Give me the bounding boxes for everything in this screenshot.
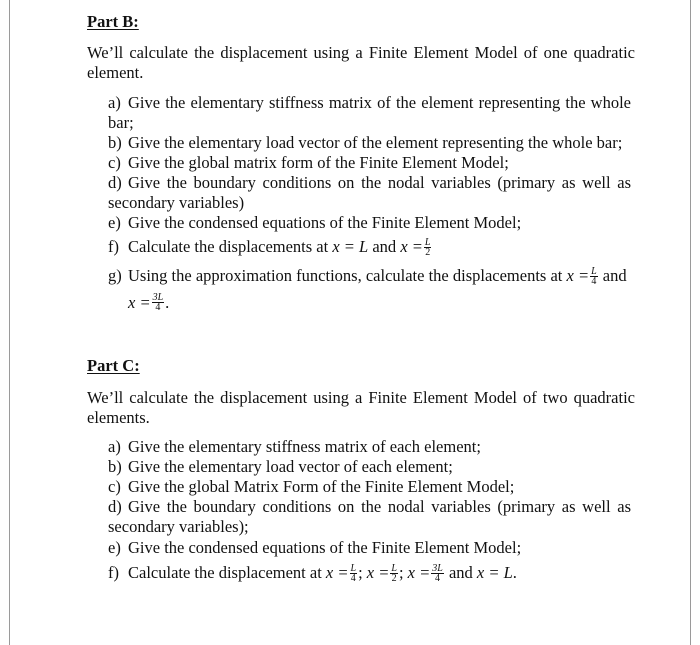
item-marker: e) <box>108 213 121 232</box>
part-c-item-b <box>108 457 631 477</box>
fraction-denominator: 4 <box>591 275 597 287</box>
item-marker: f) <box>108 237 119 256</box>
item-text: Give the elementary load vector of each element; <box>128 457 453 476</box>
left-border-line <box>9 0 10 645</box>
item-text: Give the condensed equations of the Finite Element Model; <box>128 213 522 232</box>
fraction-denominator: 4 <box>435 572 441 584</box>
separator: ; <box>358 563 363 582</box>
fraction <box>350 564 358 583</box>
fraction <box>390 564 398 583</box>
fraction-numerator: L <box>350 562 357 574</box>
right-border-line <box>690 0 691 645</box>
item-marker: g) <box>108 266 122 285</box>
part-b-intro: We’ll calculate the displacement using a Finite Element Model of one quadratic element. <box>87 43 635 82</box>
fraction-numerator: L <box>591 265 597 277</box>
equation: x = <box>400 237 423 256</box>
part-b-item-g <box>108 266 631 313</box>
item-marker: d) <box>108 173 122 192</box>
connector-text: and <box>602 266 627 285</box>
part-c-item-e <box>108 538 631 558</box>
part-c-item-a <box>108 437 631 457</box>
item-marker: a) <box>108 437 121 456</box>
item-text: Give the global matrix form of the Finite Element Model; <box>128 153 509 172</box>
part-c-item-c <box>108 477 631 497</box>
fraction-numerator: L <box>391 562 397 574</box>
part-b-item-d <box>108 173 631 213</box>
fraction-numerator: L <box>424 236 431 248</box>
part-c-item-f <box>108 563 631 584</box>
fraction-denominator: 2 <box>391 572 397 584</box>
equation: x = <box>566 266 590 285</box>
fraction-denominator: 2 <box>425 246 431 258</box>
item-marker: d) <box>108 497 122 516</box>
separator: ; <box>398 563 404 582</box>
part-c-heading: Part C: <box>87 356 140 375</box>
fraction <box>424 238 432 257</box>
equation: x = <box>366 563 390 582</box>
item-text: Give the elementary load vector of the element representing the whole bar; <box>128 133 623 152</box>
item-marker: e) <box>108 538 121 557</box>
part-b-heading: Part B: <box>87 12 139 31</box>
item-continuation <box>108 293 631 314</box>
end-punctuation: . <box>512 563 517 582</box>
item-text: Calculate the displacement at <box>128 563 322 582</box>
part-c-intro: We’ll calculate the displacement using a Finite Element Model of two quadratic elements. <box>87 388 635 427</box>
item-marker: b) <box>108 457 122 476</box>
equation: x = <box>325 563 349 582</box>
fraction <box>152 293 165 312</box>
item-marker: b) <box>108 133 122 152</box>
item-text: Give the elementary stiffness matrix of the element representing the whole bar; <box>108 93 631 132</box>
item-marker: f) <box>108 563 119 582</box>
fraction-denominator: 4 <box>350 572 356 584</box>
equation: x = L <box>476 563 513 582</box>
item-text: Give the boundary conditions on the nodal variables (primary as well as secondary variables); <box>108 497 631 536</box>
fraction <box>590 267 598 286</box>
item-text: Calculate the displacements at <box>128 237 329 256</box>
end-punctuation: . <box>165 292 170 312</box>
fraction-numerator: 3L <box>432 562 443 574</box>
fraction <box>431 564 444 583</box>
part-b-item-f <box>108 237 631 258</box>
equation: x = <box>407 563 431 582</box>
item-text: Give the condensed equations of the Finite Element Model; <box>128 538 522 557</box>
connector-text: and <box>448 563 473 582</box>
item-text: Give the boundary conditions on the nodal variables (primary as well as secondary variables) <box>108 173 631 212</box>
part-b-item-c <box>108 153 631 173</box>
equation: x = <box>128 292 151 312</box>
fraction-denominator: 4 <box>155 302 161 314</box>
part-b-item-b <box>108 133 631 153</box>
equation: x = L <box>332 237 369 256</box>
item-marker: a) <box>108 93 121 112</box>
item-text: Give the global Matrix Form of the Finite Element Model; <box>128 477 515 496</box>
fraction-numerator: 3L <box>152 292 164 304</box>
item-text: Using the approximation functions, calculate the displacements at <box>128 266 563 285</box>
part-b-item-a <box>108 93 631 133</box>
connector-text: and <box>372 237 397 256</box>
part-b-item-e <box>108 213 631 233</box>
item-marker: c) <box>108 153 121 172</box>
item-marker: c) <box>108 477 121 496</box>
part-c-item-d <box>108 497 631 537</box>
item-text: Give the elementary stiffness matrix of each element; <box>128 437 481 456</box>
